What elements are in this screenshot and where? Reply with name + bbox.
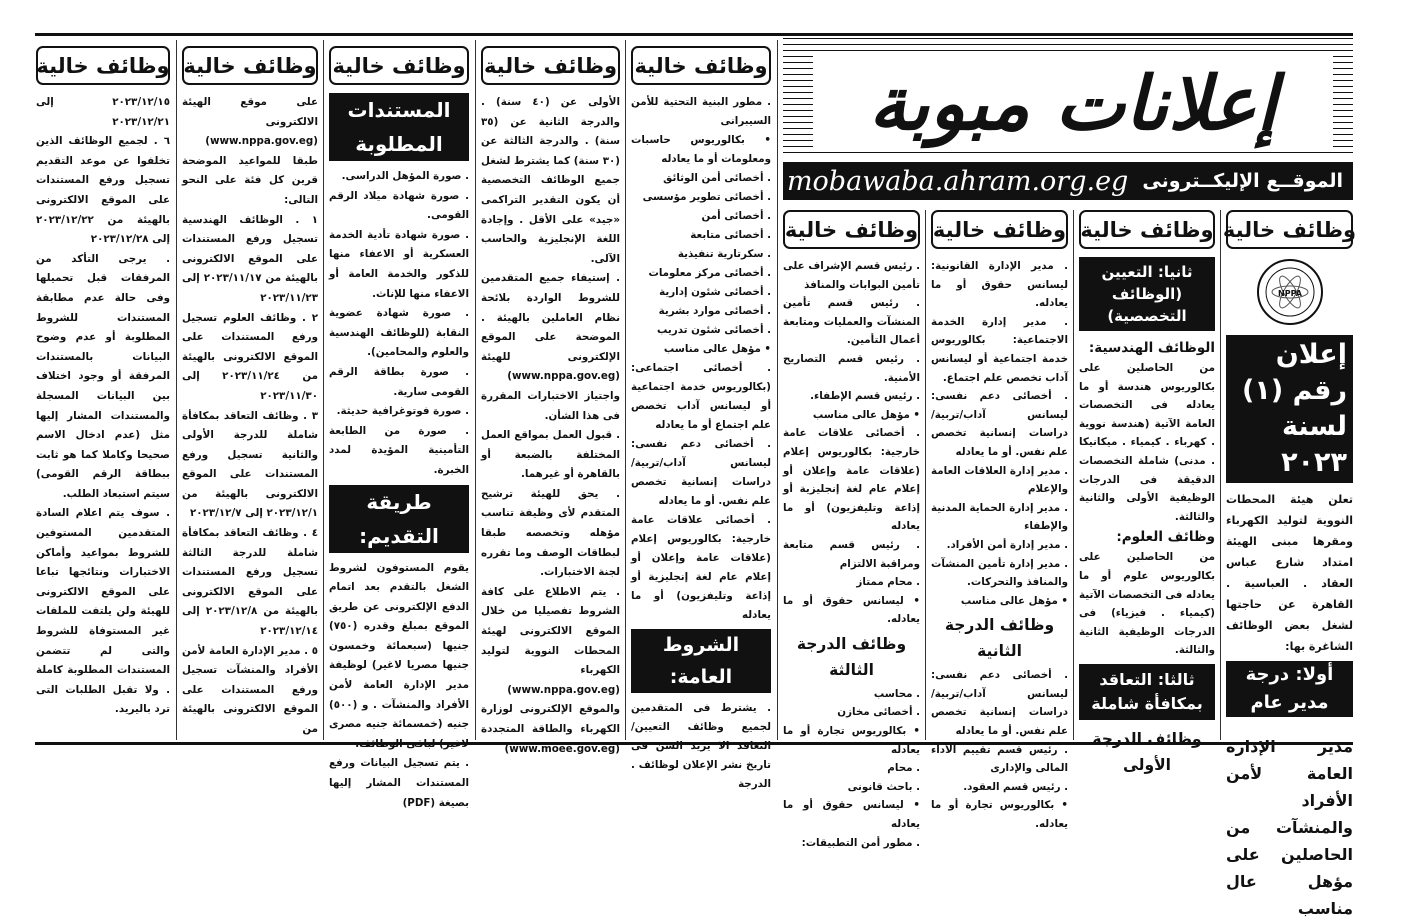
section-tag: وظائف خالية: [1226, 210, 1353, 249]
column-divider: [1220, 210, 1221, 740]
text-line: . مدير إدارة الحماية المدنية والإطفاء: [931, 501, 1068, 533]
banner-line: بمكافأة شاملة: [1091, 693, 1203, 713]
text-line: . أخصائى شئون إدارية: [659, 286, 771, 298]
section-tag: وظائف خالية: [783, 210, 920, 249]
section-tag: وظائف خالية: [631, 46, 771, 85]
engineering-jobs-heading: الوظائف الهندسية:: [1088, 340, 1215, 356]
column-9-text-2: [1226, 733, 1353, 922]
text-line: . صورة فوتوغرافية حديثة.: [336, 405, 469, 418]
section-tag: وظائف خالية: [1079, 210, 1215, 249]
banner-line: (الوظائف التخصصية): [1107, 285, 1187, 325]
text-line: . محام: [887, 762, 920, 775]
text-line: ٣ . وظائف التعاقد بمكافأة شاملة للدرجة الأولى والثانية تسجيل ورفع المستندات على الموقع الالكترونى بالهيئة من ٢٠٢٣/١٢/١ إلى ٢٠٢٣/١٢/٧: [182, 409, 318, 520]
column-4: [481, 46, 620, 755]
column-5-text-2: [631, 699, 771, 794]
text-line: ٢ . وظائف العلوم تسجيل ورفع المستندات على الموقع الالكترونى بالهيئة من ٢٠٢٣/١١/٢٤ إلى ٢٠٢٣/١١/٣٠: [182, 311, 318, 402]
column-8: [1079, 210, 1215, 774]
text-line: . أخصائى متابعة: [690, 229, 771, 241]
text-line: . أخصائى مركز معلومات: [648, 267, 771, 279]
text-line: . أخصائى دعم نفسى: ليسانس آداب/تربية/ دراسات إنسانية تخصص علم نفس. أو ما يعادله: [931, 390, 1068, 458]
section-tag: وظائف خالية: [329, 46, 469, 85]
text-line: . رئيس قسم الإشراف على تأمين البوابات والمنافذ: [783, 260, 920, 291]
column-7-text: [931, 257, 1068, 610]
text-line: على موقع الهيئة الالكترونى (www.nppa.gov.eg) طبقا للمواعيد الموضحة قرين كل فئة على النحو التالى:: [182, 96, 318, 206]
text-line: . مدير الإدارة القانونية: ليسانس حقوق أو ما يعادله.: [931, 260, 1068, 310]
column-5-text: [631, 93, 771, 625]
contract-banner: [1079, 664, 1215, 720]
website-bar: [783, 162, 1353, 200]
text-line: . رئيس قسم متابعة ومراقبة الالتزام: [783, 538, 920, 570]
text-line: ٥ . مدير الإدارة العامة لأمن الأفراد والمنشآت تسجيل ورفع المستندات على الموقع الالكترونى بالهيئة من: [182, 644, 318, 735]
text-line: . أخصائى تطوير مؤسسى: [642, 191, 771, 203]
text-line: . مطور أمن التطبيقات:: [801, 836, 920, 849]
second-grade-heading: وظائف الدرجة الثانية: [944, 616, 1055, 661]
section-tag: وظائف خالية: [182, 46, 318, 85]
column-5: [631, 46, 771, 790]
text-line: الأولى عن (٤٠ سنة) . والدرجة الثانية عن (٣٥ سنة) . والدرجة الثالثة عن (٣٠ سنة) كما يشترط لشغل جميع الوظائف التخصصية أن يكون التقدير التراكمى «جيد» على الأقل . وإجادة اللغة الإنجليزية والحاسب الآلى.: [481, 96, 620, 265]
banner-line: ثانيا: التعيين: [1101, 263, 1193, 281]
text-line: . رئيس قسم العقود.: [963, 780, 1068, 793]
text-line: • مؤهل عالى مناسب: [812, 408, 920, 421]
text-line: . أخصائى علاقات عامة خارجية: بكالوريوس إعلام (علاقات عامة وإعلان أو إعلام عام لغة إنجليزية أو إذاعة وتليفزيون) أو ما يعادله: [631, 514, 771, 621]
science-jobs-heading: وظائف العلوم:: [1116, 529, 1215, 546]
column-9: [1222, 210, 1357, 918]
masthead-title: إعلانات مبوبة: [813, 56, 1333, 151]
column-7-text-2: [931, 666, 1068, 833]
column-6-text-2: [783, 685, 920, 852]
text-line: . أخصائى دعم نفسى: ليسانس آداب/تربية/ دراسات إنسانية تخصص علم نفس. أو ما يعادله: [931, 669, 1068, 738]
text-line: • بكالوريوس تجارة أو ما يعادله.: [931, 799, 1068, 831]
announcement-number: إعلان رقم (١) لسنة ٢٠٢٣: [1226, 335, 1353, 483]
text-line: . رئيس قسم التصاريح الأمنية.: [783, 352, 920, 384]
column-3-text: [329, 167, 469, 481]
text-line: . صورة شهادة عضوية النقابة (للوظائف الهندسية والعلوم والمحامين).: [329, 307, 469, 359]
text-line: . مدير إدارة أمن الأفراد.: [946, 538, 1068, 551]
masthead: [783, 38, 1353, 158]
text-line: . أخصائى علاقات عامة خارجية: بكالوريوس إعلام (علاقات عامة وإعلان أو إعلام عام لغة إنجليزية أو إذاعة وتليفزيون) أو ما يعادله: [783, 427, 920, 533]
text-line: . مدير إدارة تأمين المنشآت والمنافذ والتحركات.: [931, 557, 1068, 589]
text-line: . أخصائى دعم نفسى: ليسانس آداب/تربية/ دراسات إنسانية تخصص علم نفس. أو ما يعادله: [631, 438, 771, 507]
column-6: [783, 210, 920, 849]
text-line: • ليسانس حقوق أو ما يعادله.: [783, 594, 920, 626]
website-url[interactable]: mobawaba.ahram.org.eg: [786, 165, 1129, 197]
text-line: . صورة شهادة تأدية الخدمة العسكرية أو الاعفاء منها للذكور والخدمة العامة أو الاعفاء منها للإناث.: [329, 228, 469, 300]
text-line: ٤ . وظائف التعاقد بمكافأة شاملة للدرجة الثالثة تسجيل ورفع المستندات على الموقع الالكترونى بالهيئة من ٢٠٢٣/١٢/٨ إلى ٢٠٢٣/١٢/١٤: [182, 527, 318, 638]
text-line: . يتم الاطلاع على كافة الشروط تفصيليا من خلال الموقع الالكترونى لهيئة المحطات النووية لتوليد الكهرباء (www.nppa.gov.eg) والموقع الإلكترونى لوزارة الكهرباء والطاقة المتجددة (www.moee.gov.eg): [481, 585, 620, 755]
text-line: من الحاصلين على بكالوريوس علوم أو ما يعادله فى التخصصات الآتية (كيمياء . فيزياء) فى الدرجات الوظيفية الثانية والثالثة.: [1079, 551, 1215, 657]
text-line: ٢٠٢٣/١٢/١٥ إلى ٢٠٢٣/١٢/٢١: [36, 96, 170, 128]
text-line: . مدير إدارة الخدمة الاجتماعية: بكالوريوس خدمة اجتماعية أو ليسانس آداب تخصص علم اجتماع.: [931, 315, 1068, 384]
text-line: . صورة شهادة ميلاد الرقم القومى.: [329, 189, 469, 222]
text-line: • بكالوريوس حاسبات ومعلومات أو ما يعادله: [631, 134, 771, 165]
text-line: من الحاصلين على بكالوريوس هندسة أو ما يعادله فى التخصصات العامة الآتية (هندسة نووية . كهرباء . كيمياء . ميكانيكا . مدنى) شاملة التخصصات الدقيقة فى الدرجات الوظيفية الأولى والثانية والثالثة.: [1079, 362, 1215, 523]
text-line: ٦ . لجميع الوظائف الذين تخلفوا عن موعد التقديم تسجيل ورفع المستندات على الموقع الالكترونى بالهيئة من ٢٠٢٣/١٢/٢٢ إلى ٢٠٢٣/١٢/٢٨: [36, 135, 170, 246]
nppa-logo-icon: [1255, 257, 1325, 327]
text-line: يقوم المستوفون لشروط الشغل بالتقدم بعد اتمام الدفع الإلكترونى عن طريق الموقع بمبلغ وقدره (٧٥٠) جنيها (سبعمائة وخمسون جنيها مصريا لاغير) لوظيفة مدير الإدارة العامة لأمن الأفراد والمنشآت . و (٥٠٠) جنيه (خمسمائة جنيه مصرى لاغير) لباقى الوظائف.: [329, 561, 469, 750]
text-line: . قبول العمل بمواقع العمل المختلفة بالضبعة أو بالقاهرة أو غيرهما.: [481, 429, 620, 481]
text-line: . سوف يتم اعلام السادة المتقدمين المستوفين للشروط بمواعيد وأماكن الاختبارات ونتائجها تباعا على الموقع الالكترونى للهيئة ولن يلتفت للملفات غير المستوفاة للشروط والتى لم تتضمن المستندات المطلوبة كاملة . ولا تقبل الطلبات التى ترد باليريد.: [36, 507, 170, 716]
text-line: . يشترط فى المتقدمين لجميع وظائف التعيين/ التعاقد الا يزيد السن فى تاريخ نشر الإعلان لوظائف . الدرجة: [631, 702, 771, 790]
text-line: . أخصائى أمن: [701, 210, 771, 222]
banner-line: ثالثا: التعاقد: [1099, 669, 1195, 689]
text-line: • مؤهل عالى مناسب: [663, 343, 771, 355]
section-tag: وظائف خالية: [931, 210, 1068, 249]
general-manager-banner: أولا: درجة مدير عام: [1226, 661, 1353, 717]
column-3: [329, 46, 469, 809]
text-line: ١ . الوظائف الهندسية تسجيل ورفع المستندات على الموقع الالكترونى بالهيئة من ٢٠٢٣/١١/١٧ إلى ٢٠٢٣/١١/٢٣: [182, 213, 319, 304]
text-line: . رئيس قسم الإطفاء.: [810, 390, 920, 403]
text-line: . مدير إدارة العلاقات العامة والإعلام: [931, 464, 1068, 496]
column-2: [182, 46, 318, 740]
column-divider: [176, 40, 177, 740]
logo-text: NPPA: [1277, 289, 1302, 298]
text-line: تعلن هيئة المحطات النووية لتوليد الكهرباء ومقرها مبنى الهيئة امتداد شارع عباس العقاد . العباسية . القاهرة عن حاجتها لشغل بعض الوظائف الشاغرة بها:: [1226, 493, 1353, 653]
column-divider: [475, 40, 476, 740]
text-line: . صورة من الطابعة التأمينية المؤيدة لمدد الخبرة.: [329, 424, 469, 476]
column-8-text: [1079, 359, 1215, 526]
text-line: . يرجى التأكد من المرفقات قبل تحميلها وفى حالة عدم مطابقة المستندات للشروط المطلوبة أو عدم وضوح البيانات بالمستندات المرفقة أو وجود اختلاف بين البيانات المسجلة والمستندات المشار إليها مثل (عدم ادخال الاسم صحيحا وكاملا كما هو ثابت ببطاقة الرقم القومى) سيتم استبعاد الطلب.: [36, 252, 170, 500]
text-line: . سكرتارية تنفيذية: [677, 248, 771, 260]
column-4-text: [481, 93, 620, 759]
text-line: . مطور البنية التحتية للأمن السيبرانى: [631, 96, 771, 127]
section-tag: وظائف خالية: [481, 46, 620, 85]
column-divider: [625, 40, 626, 740]
text-line: . رئيس قسم تأمين المنشآت والعمليات ومتابعة أعمال التأمين.: [783, 297, 920, 347]
column-7: [931, 210, 1068, 831]
text-line: . محاسب: [873, 687, 920, 700]
column-1: [36, 46, 170, 740]
website-label: الموقــع الإليكــترونى: [1142, 170, 1343, 192]
text-line: . أخصائى أمن الوثائق: [663, 172, 771, 184]
text-line: • بكالوريوس تجارة أو ما يعادله: [783, 725, 920, 756]
text-line: . صورة بطاقة الرقم القومى سارية.: [329, 365, 469, 398]
text-line: . أخصائى شئون تدريب: [657, 324, 771, 336]
text-line: • مؤهل عالى مناسب: [960, 594, 1068, 607]
text-line: • ليسانس حقوق أو ما يعادله: [783, 799, 920, 831]
column-8-text-2: [1079, 548, 1215, 660]
text-line: . أخصائى موارد بشرية: [658, 305, 771, 317]
column-divider: [777, 40, 778, 740]
appointment-banner: [1079, 257, 1215, 331]
section-tag: وظائف خالية: [36, 46, 170, 85]
text-line: . أخصائى مخازن: [837, 706, 920, 719]
first-grade-heading: وظائف الدرجة الأولى: [1092, 729, 1202, 774]
text-line: . رئيس قسم تقييم الأداء المالى والإدارى: [931, 743, 1068, 775]
column-divider: [925, 210, 926, 740]
text-line: . محام ممتاز: [856, 576, 920, 589]
text-line: . أخصائى اجتماعى: (بكالوريوس خدمة اجتماعية أو ليسانس آداب تخصص علم اجتماع أو ما يعادله: [631, 362, 771, 431]
text-line: . يتم تسجيل البيانات ورفع المستندات المشار إليها بصيغة (PDF): [329, 757, 469, 809]
how-to-apply-banner: طريقة التقديم:: [329, 485, 469, 553]
column-6-text: [783, 257, 920, 629]
top-rule: [35, 33, 1353, 36]
third-grade-heading: وظائف الدرجة الثالثة: [796, 634, 907, 679]
column-9-text: [1226, 489, 1353, 657]
required-documents-banner: المستندات المطلوبة: [329, 93, 469, 161]
column-3-text-2: [329, 559, 469, 814]
text-line: . صورة المؤهل الدراسى.: [341, 170, 469, 182]
column-2-text: [182, 93, 318, 740]
column-1-text: [36, 93, 170, 720]
general-conditions-banner: الشروط العامة:: [631, 629, 771, 693]
text-line: . يحق للهيئة ترشيح المتقدم لأى وظيفة تناسب مؤهله وتخصصه طبقا لبطاقات الوصف وما تقرره لجنة الاختبارات.: [481, 487, 620, 579]
column-divider: [1073, 210, 1074, 740]
column-divider: [323, 40, 324, 740]
text-line: . إستيفاء جميع المتقدمين للشروط الواردة بلائحة نظام العاملين بالهيئة . الموضحة على الموقع الإلكترونى للهيئة (www.nppa.gov.eg) واجتياز الاختبارات المقررة فى هذا الشأن.: [481, 272, 620, 422]
text-line: . باحث قانونى: [847, 780, 920, 793]
text-line: مدير الإدارة العامة لأمن الأفراد والمنشآت من الحاصلين على مؤهل عال مناسب: [1226, 737, 1353, 918]
